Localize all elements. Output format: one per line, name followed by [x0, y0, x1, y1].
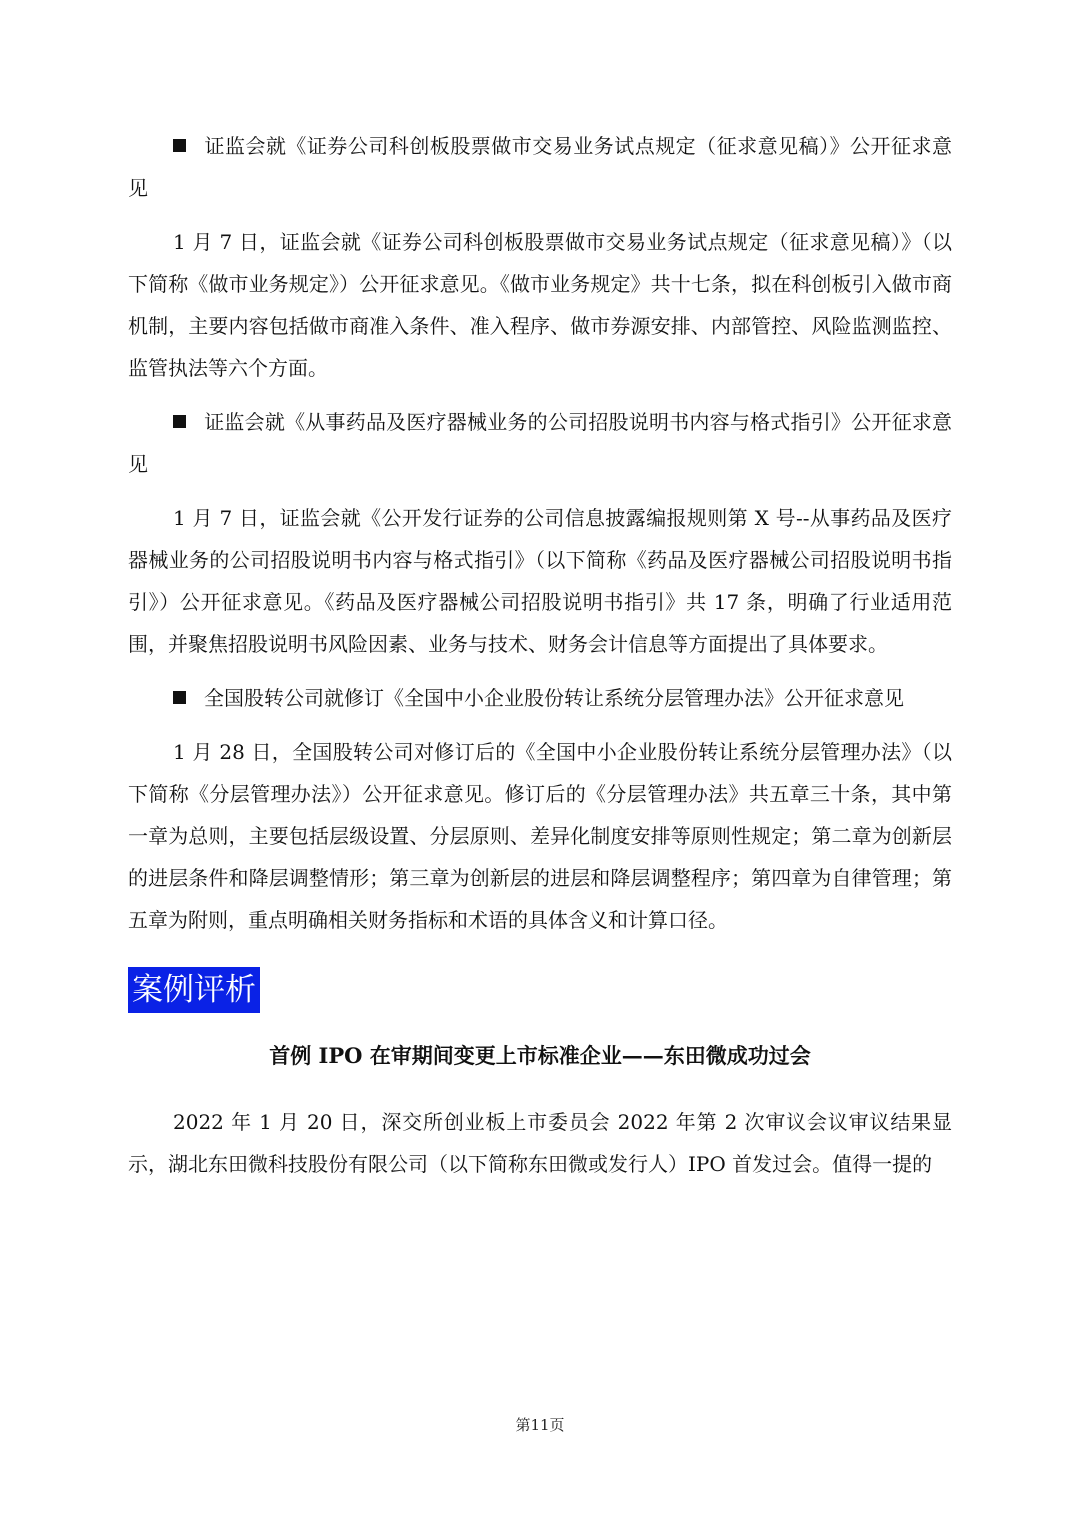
- section-tag-wrapper: [128, 953, 952, 1035]
- square-bullet-icon: [173, 691, 186, 704]
- document-page: [128, 125, 952, 1197]
- square-bullet-icon: [173, 139, 186, 152]
- news-heading-2: [128, 401, 952, 485]
- news-heading-1: [128, 125, 952, 209]
- article-body: 2022 年 1 月 20 日，深交所创业板上市委员会 2022 年第 2 次审议会议审议结果显示，湖北东田微科技股份有限公司（以下简称东田微或发行人）IPO 首发过会。值得一提的: [128, 1110, 952, 1176]
- article-title: 首例 IPO 在审期间变更上市标准企业——东田微成功过会: [269, 1043, 811, 1068]
- news-heading-3: [128, 677, 952, 719]
- square-bullet-icon: [173, 415, 186, 428]
- news-body-2: 1 月 7 日，证监会就《公开发行证券的公司信息披露编报规则第 X 号--从事药品及医疗器械业务的公司招股说明书内容与格式指引》（以下简称《药品及医疗器械公司招股说明书指引》）公开征求意见。《药品及医疗器械公司招股说明书指引》共 17 条，明确了行业适用范围，并聚焦招股说明书风险因素、业务与技术、财务会计信息等方面提出了具体要求。: [128, 506, 952, 656]
- page-number: 第11页: [515, 1416, 565, 1434]
- section-tag: 案例评析: [128, 967, 260, 1013]
- news-body-1: 1 月 7 日，证监会就《证券公司科创板股票做市交易业务试点规定（征求意见稿）》（以下简称《做市业务规定》）公开征求意见。《做市业务规定》共十七条，拟在科创板引入做市商机制，主要内容包括做市商准入条件、准入程序、做市券源安排、内部管控、风险监测监控、监管执法等六个方面。: [128, 230, 952, 380]
- news-heading-text: 证监会就《从事药品及医疗器械业务的公司招股说明书内容与格式指引》公开征求意见: [128, 410, 952, 476]
- news-body-3: 1 月 28 日，全国股转公司对修订后的《全国中小企业股份转让系统分层管理办法》（以下简称《分层管理办法》）公开征求意见。修订后的《分层管理办法》共五章三十条，其中第一章为总则，主要包括层级设置、分层原则、差异化制度安排等原则性规定；第二章为创新层的进层条件和降层调整情形；第三章为创新层的进层和降层调整程序；第四章为自律管理；第五章为附则，重点明确相关财务指标和术语的具体含义和计算口径。: [128, 740, 952, 932]
- news-heading-text: 全国股转公司就修订《全国中小企业股份转让系统分层管理办法》公开征求意见: [204, 686, 904, 710]
- news-heading-text: 证监会就《证券公司科创板股票做市交易业务试点规定（征求意见稿）》公开征求意见: [128, 134, 952, 200]
